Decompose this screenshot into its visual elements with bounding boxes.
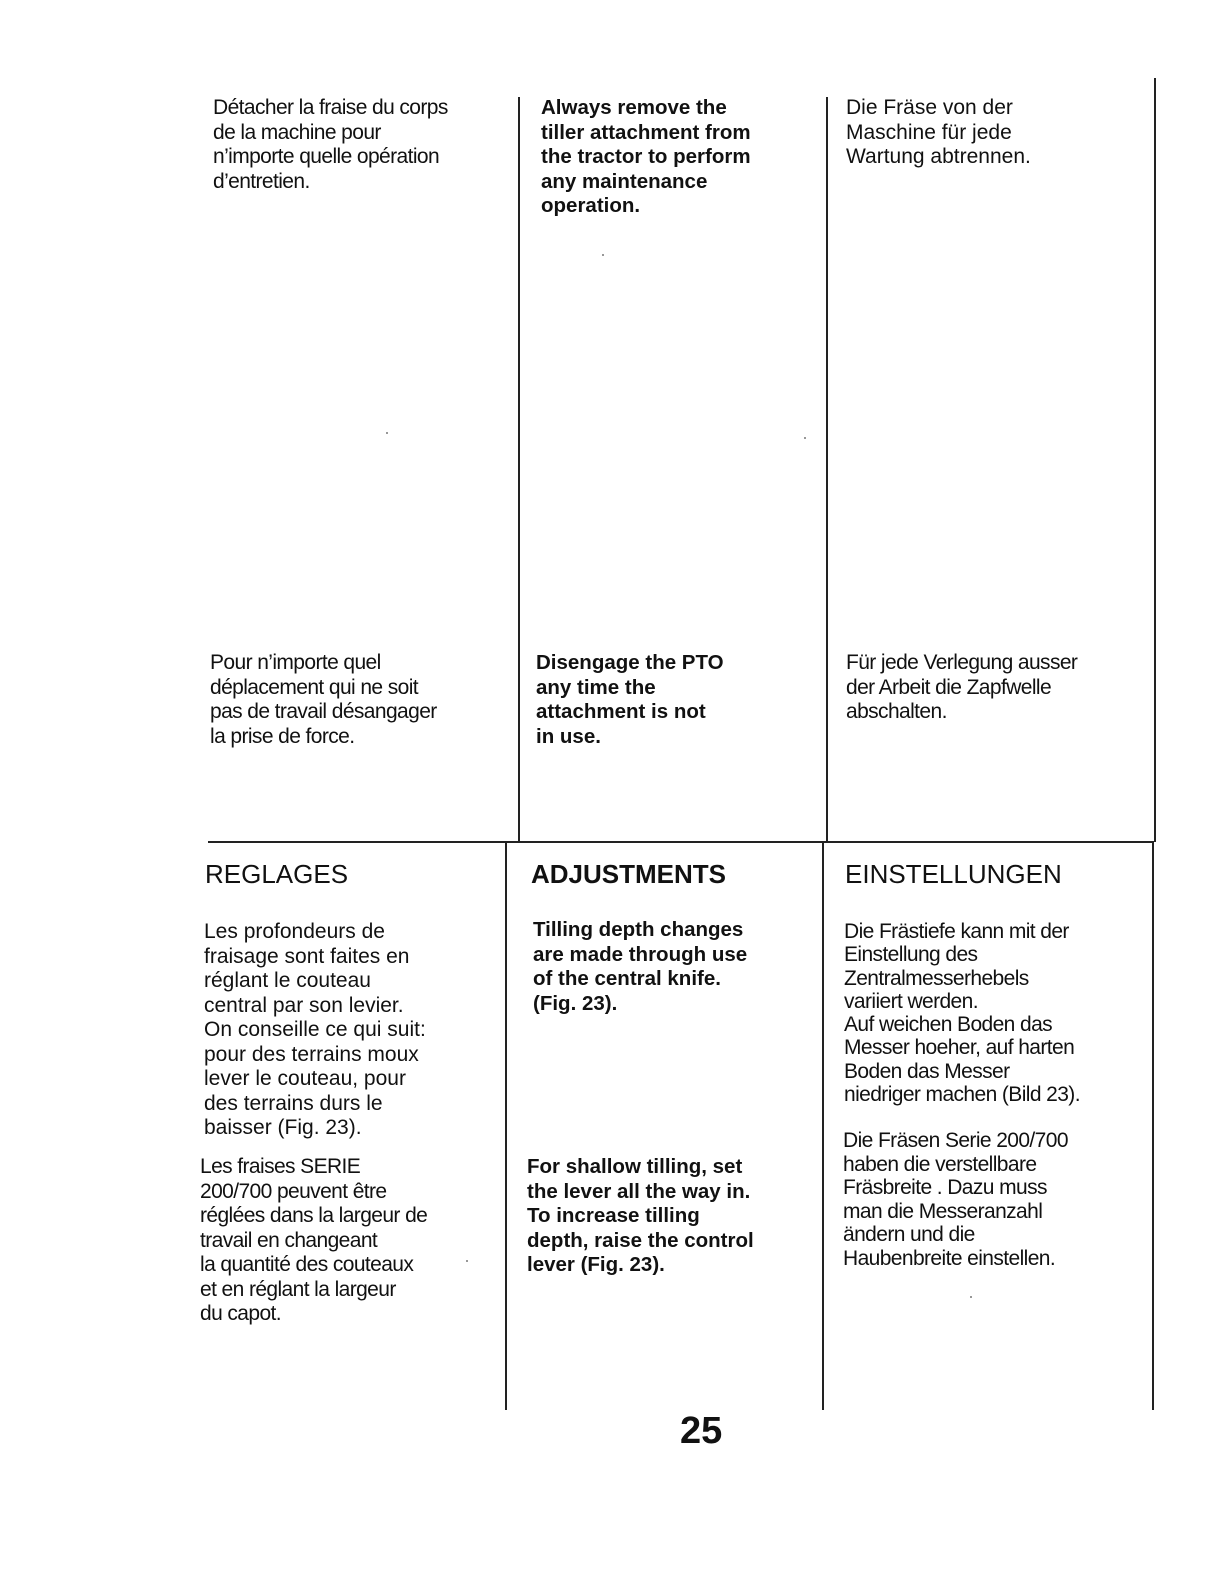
adjustments-de-paragraph-1: Die Frästiefe kann mit der Einstellung des Zentralmesserhebels variiert werden. Auf weichen Boden das Messer hoeher, auf harten Boden das Messer niedriger machen (Bild 23).	[844, 920, 1080, 1107]
heading-reglages: REGLAGES	[205, 859, 349, 889]
scan-speck	[970, 1296, 972, 1298]
adjustments-fr-paragraph-1: Les profondeurs de fraisage sont faites en réglant le couteau central par son levier. On conseille ce qui suit: pour des terrains moux lever le couteau, pour des terrains durs le baisser (Fig. 23).	[204, 920, 426, 1139]
adjustments-en-paragraph-1: Tilling depth changes are made through use of the central knife. (Fig. 23).	[533, 918, 748, 1015]
scan-speck	[602, 254, 604, 256]
scan-speck	[804, 437, 806, 439]
maintenance-text-en: Always remove the tiller attachment from the tractor to perform any maintenance operation.	[541, 96, 751, 217]
maintenance-text-de: Die Fräse von der Maschine für jede Wartung abtrennen.	[846, 96, 1031, 168]
column-divider-3-lower	[1152, 842, 1154, 1410]
maintenance-text-fr: Détacher la fraise du corps de la machine pour n’importe quelle opération d’entretien.	[213, 96, 448, 193]
page-number: 25	[680, 1410, 723, 1452]
heading-einstellungen: EINSTELLUNGEN	[845, 859, 1062, 889]
column-divider-1-upper	[518, 97, 520, 842]
pto-text-de: Für jede Verlegung ausser der Arbeit die Zapfwelle abschalten.	[846, 651, 1078, 723]
pto-text-en: Disengage the PTO any time the attachment is not in use.	[536, 651, 724, 748]
pto-text-fr: Pour n’importe quel déplacement qui ne soit pas de travail désangager la prise de force.	[210, 651, 437, 748]
scan-speck	[386, 432, 388, 434]
adjustments-fr-paragraph-2: Les fraises SERIE 200/700 peuvent être réglées dans la largeur de travail en changeant la quantité des couteaux et en réglant la largeur du capot.	[200, 1155, 428, 1325]
heading-adjustments: ADJUSTMENTS	[531, 859, 727, 889]
adjustments-en-paragraph-2: For shallow tilling, set the lever all the way in. To increase tilling depth, raise the control lever (Fig. 23).	[527, 1155, 754, 1276]
section-divider	[208, 841, 1154, 843]
column-divider-2-lower	[822, 842, 824, 1410]
scan-speck	[466, 1260, 468, 1262]
column-divider-3-upper	[1154, 78, 1156, 842]
adjustments-de-paragraph-2: Die Fräsen Serie 200/700 haben die verstellbare Fräsbreite . Dazu muss man die Messeranzahl ändern und die Haubenbreite einstellen.	[843, 1129, 1068, 1270]
column-divider-2-upper	[826, 97, 828, 842]
column-divider-1-lower	[505, 842, 507, 1410]
